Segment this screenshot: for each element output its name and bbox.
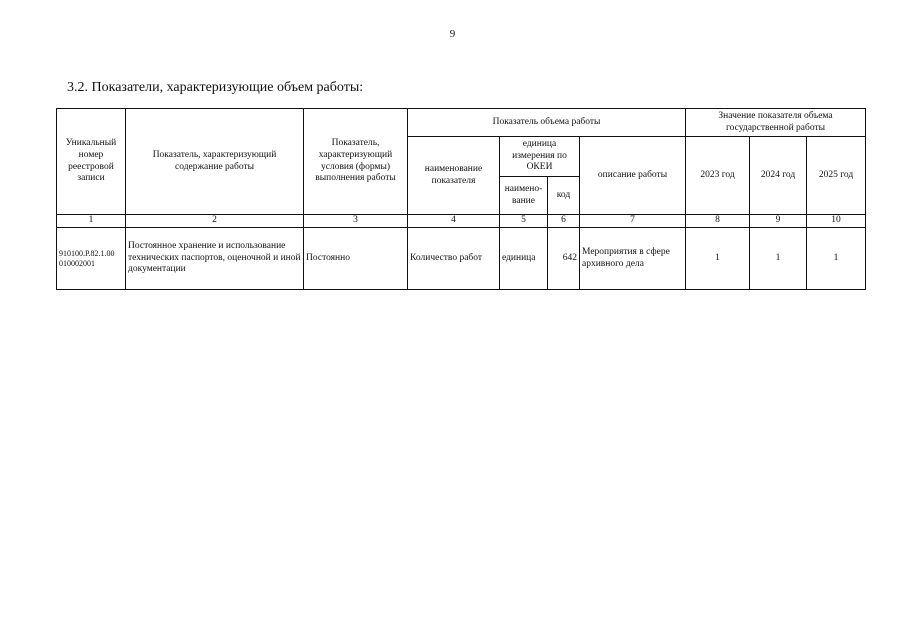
cell-indicator-name: Количество работ xyxy=(408,228,500,290)
cell-unit-code: 642 xyxy=(548,228,580,290)
cell-content: Постоянное хранение и использование технических паспортов, оценочной и иной документации xyxy=(126,228,304,290)
column-number: 8 xyxy=(686,215,750,228)
header-content-indicator: Показатель, характеризующий содержание работы xyxy=(126,109,304,215)
cell-registry-number: 910100.Р.82.1.00 010002001 xyxy=(57,228,126,290)
header-okei-unit: единица измерения по ОКЕИ xyxy=(500,137,580,177)
cell-value-2025: 1 xyxy=(807,228,866,290)
section-heading: 3.2. Показатели, характеризующие объем работы: xyxy=(67,80,364,95)
page-number: 9 xyxy=(449,28,456,40)
header-year-2025: 2025 год xyxy=(807,137,866,215)
header-unit-name: наимено-вание xyxy=(500,177,548,215)
header-conditions-indicator: Показатель, характеризующий условия (формы) выполнения работы xyxy=(304,109,408,215)
header-volume-indicator: Показатель объема работы xyxy=(408,109,686,137)
work-volume-table xyxy=(56,108,866,290)
column-number: 10 xyxy=(807,215,866,228)
header-year-2024: 2024 год xyxy=(750,137,807,215)
column-number: 3 xyxy=(304,215,408,228)
header-work-description: описание работы xyxy=(580,137,686,215)
column-number: 5 xyxy=(500,215,548,228)
column-number: 2 xyxy=(126,215,304,228)
header-value-indicator: Значение показателя объема государственной работы xyxy=(686,109,866,137)
header-year-2023: 2023 год xyxy=(686,137,750,215)
header-registry-number: Уникальный номер реестровой записи xyxy=(57,109,126,215)
column-number: 4 xyxy=(408,215,500,228)
column-number: 6 xyxy=(548,215,580,228)
table-row xyxy=(57,228,866,290)
header-unit-code: код xyxy=(548,177,580,215)
cell-unit-name: единица xyxy=(500,228,548,290)
cell-description: Мероприятия в сфере архивного дела xyxy=(580,228,686,290)
cell-conditions: Постоянно xyxy=(304,228,408,290)
column-number: 7 xyxy=(580,215,686,228)
column-number: 1 xyxy=(57,215,126,228)
header-indicator-name: наименование показателя xyxy=(408,137,500,215)
cell-value-2023: 1 xyxy=(686,228,750,290)
column-number: 9 xyxy=(750,215,807,228)
cell-value-2024: 1 xyxy=(750,228,807,290)
